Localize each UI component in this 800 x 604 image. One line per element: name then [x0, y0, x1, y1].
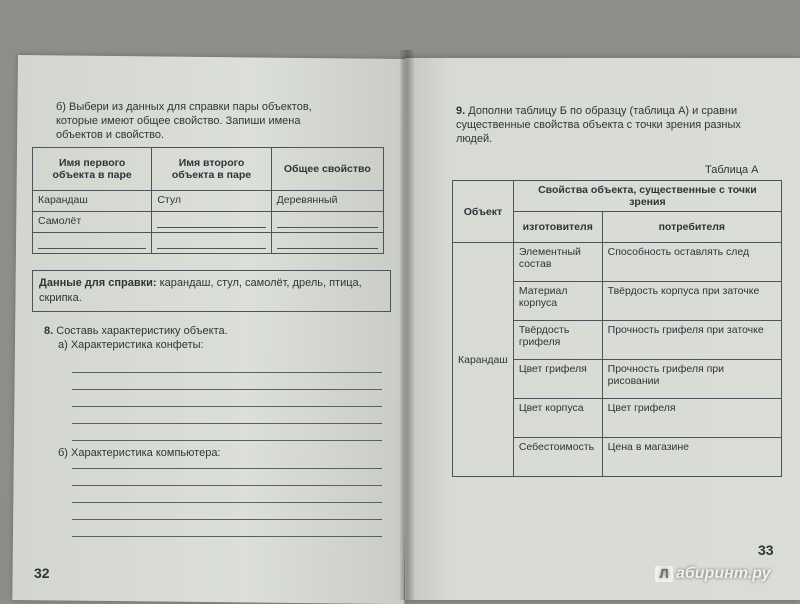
watermark: [655, 565, 771, 583]
pairs-cell: Стул: [152, 191, 271, 212]
task-b-line2: которые имеют общее свойство. Запиши имена: [56, 115, 301, 127]
watermark-text: абиринт.ру: [676, 565, 771, 582]
table-a-caption: Таблица А: [705, 164, 759, 176]
task-8-text: Составь характеристику объекта.: [56, 325, 228, 337]
table-a-cell: Элементный состав: [513, 243, 602, 282]
answer-lines-candy[interactable]: [72, 356, 382, 441]
pairs-cell-blank[interactable]: [271, 233, 383, 254]
table-row: [453, 243, 782, 282]
pairs-cell-blank[interactable]: [271, 212, 383, 233]
table-a-cell: Прочность грифеля при заточке: [602, 321, 781, 360]
pairs-header-second: Имя второго объекта в паре: [152, 148, 271, 191]
table-a-cell: Материал корпуса: [513, 282, 602, 321]
table-a-cell: Твёрдость корпуса при заточке: [602, 282, 781, 321]
table-a-cell: Твёрдость грифеля: [513, 321, 602, 360]
task-9-text: Дополни таблицу Б по образцу (таблица А) и сравни существенные свойства объекта с точки зрения разных людей.: [456, 105, 741, 145]
reference-text: карандаш, стул, самолёт, дрель, птица, скрипка.: [39, 277, 362, 304]
pairs-cell: Карандаш: [33, 191, 152, 212]
page-number-right: 33: [758, 542, 774, 558]
table-a-header-props: Свойства объекта, существенные с точки зрения: [513, 181, 781, 212]
watermark-logo-icon: Л: [655, 566, 673, 582]
pairs-cell-blank[interactable]: [152, 212, 271, 233]
pairs-cell-blank[interactable]: [152, 233, 271, 254]
table-a-object: Карандаш: [453, 243, 514, 477]
table-row: [33, 191, 384, 212]
book-fold: [400, 50, 414, 600]
table-a-cell: Прочность грифеля при рисовании: [602, 360, 781, 399]
page-number-left: 32: [34, 565, 50, 581]
task-b-text: [42, 100, 387, 142]
table-a-cell: Цвет грифеля: [513, 360, 602, 399]
pairs-cell: Деревянный: [271, 191, 383, 212]
pairs-cell-blank[interactable]: [33, 233, 152, 254]
task-8: [44, 324, 384, 352]
task-b-line3: объектов и свойство.: [56, 129, 165, 141]
task-9: [456, 104, 776, 146]
table-row: [33, 212, 384, 233]
table-a-header-object: Объект: [453, 181, 514, 243]
table-a-cell: Цена в магазине: [602, 438, 781, 477]
table-a: [452, 180, 782, 477]
pairs-table: [32, 147, 384, 254]
task-8-b: б) Характеристика компьютера:: [58, 447, 221, 459]
table-a-cell: Себестоимость: [513, 438, 602, 477]
answer-lines-computer[interactable]: [72, 452, 382, 537]
reference-label: Данные для справки:: [39, 277, 157, 289]
pairs-header-first: Имя первого объекта в паре: [33, 148, 152, 191]
pairs-header-property: Общее свойство: [271, 148, 383, 191]
task-b-line1: б) Выбери из данных для справки пары объектов,: [56, 101, 312, 113]
table-a-cell: Цвет корпуса: [513, 399, 602, 438]
table-row: [33, 233, 384, 254]
pairs-cell: Самолёт: [33, 212, 152, 233]
task-9-number: 9.: [456, 105, 466, 117]
table-a-cell: Цвет грифеля: [602, 399, 781, 438]
table-a-cell: Способность оставлять след: [602, 243, 781, 282]
table-a-header-consumer: потребителя: [602, 212, 781, 243]
table-a-header-maker: изготовителя: [513, 212, 602, 243]
reference-box: [32, 270, 391, 312]
task-8-number: 8.: [44, 325, 54, 337]
task-8-a: а) Характеристика конфеты:: [58, 339, 204, 351]
